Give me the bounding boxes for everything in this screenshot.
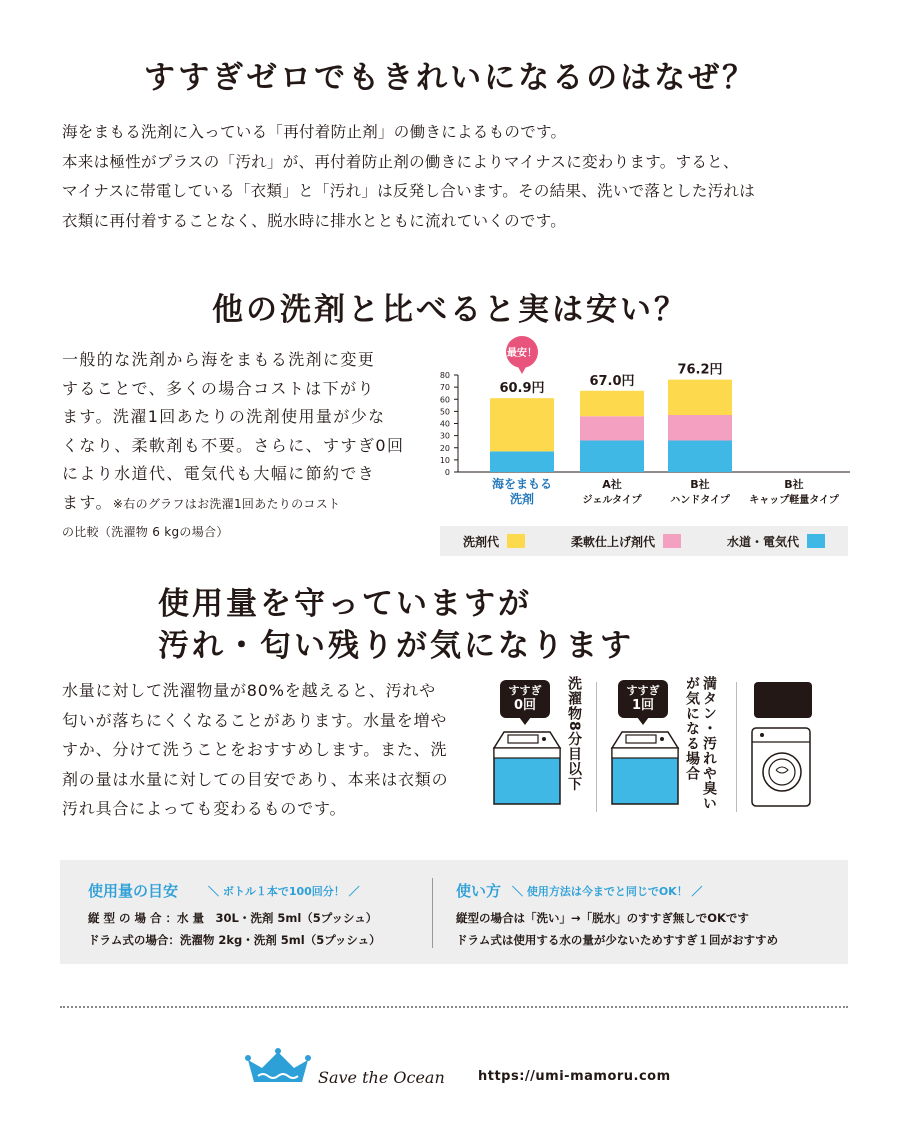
blank-dark-badge (754, 682, 812, 718)
label-80-percent: 洗濯物8分目以下 (566, 676, 582, 792)
y-tick-label: 10 (439, 455, 450, 465)
legend-label: 水道・電気代 (726, 534, 799, 549)
section2-line: くなり、柔軟剤も不要。さらに、すすぎ0回 (62, 435, 405, 455)
logo-text: Save the Ocean (318, 1068, 445, 1087)
how-to-use-title: 使い方 (456, 882, 502, 900)
usage-info-panel (60, 860, 848, 964)
usage-guide-title: 使用量の目安 (88, 882, 179, 900)
cheapest-callout-pointer (517, 365, 527, 374)
section3-title-line1: 使用量を守っていますが (158, 586, 532, 622)
section3-line: 剤の量は水量に対しての目安であり、本来は衣類の (62, 769, 449, 789)
y-tick-label: 0 (444, 468, 450, 477)
legend-swatch-pink (663, 534, 681, 548)
section2-line (62, 489, 404, 519)
y-tick-label: 30 (439, 431, 450, 441)
usage-guide-line: ドラム式の場合：洗濯物 2kg・洗剤 5ml（5プッシュ） (88, 933, 381, 947)
bar-segment (490, 398, 554, 451)
section1-line: マイナスに帯電している「衣類」と「汚れ」は反発し合います。その結果、洗いで落とした汚れは (62, 182, 756, 200)
y-tick-label: 40 (439, 419, 450, 429)
y-tick-label: 80 (439, 371, 450, 380)
section3-body (62, 676, 448, 824)
badge-top: すすぎ (626, 684, 660, 697)
section2-line: により水道代、電気代も大幅に節約でき (62, 464, 376, 483)
x-category-label: ジェルタイプ (582, 495, 642, 506)
bar-total-label: 76.2円 (677, 362, 723, 378)
section1-line: 本来は極性がプラスの「汚れ」が、再付着防止剤の働きによりマイナスに変わります。すると、 (62, 152, 739, 171)
x-category-label: キャップ軽量タイプ (749, 495, 839, 506)
bar-segment (668, 440, 732, 472)
section2-body (62, 346, 404, 547)
graph-note-line2: の比較（洗濯物 6 kgの場合） (62, 525, 229, 539)
section2-title: 他の洗剤と比べると実は安い？ (212, 292, 688, 328)
divider (736, 682, 737, 812)
y-tick-label: 50 (439, 407, 450, 417)
top-load-washer-icon (606, 726, 684, 808)
x-category-label: A社 (602, 478, 622, 491)
section2-line-last: ます。 (62, 492, 113, 512)
legend-item-softener (571, 533, 681, 550)
section2-line: 一般的な洗剤から海をまもる洗剤に変更 (62, 350, 376, 369)
y-tick-label: 70 (439, 383, 450, 393)
bar-total-label: 60.9円 (499, 381, 545, 397)
x-category-label: 洗剤 (509, 492, 535, 506)
x-category-label: B社 (784, 478, 804, 491)
section3-title-line2: 汚れ・匂い残りが気になります (158, 628, 634, 664)
drum-washer-icon (748, 724, 816, 810)
section3-line: すか、分けて洗うことをおすすめします。また、洗 (62, 740, 448, 759)
bar-segment (668, 380, 732, 415)
section3-line: 水量に対して洗濯物量が80%を越えると、汚れや (62, 681, 436, 700)
usage-guide-note: ＼ ボトル１本で100回分！ ／ (208, 885, 360, 898)
badge-top: すすぎ (508, 684, 542, 697)
bar-segment (490, 451, 554, 472)
section1-body (62, 118, 755, 236)
x-category-label: ハンドタイプ (670, 495, 730, 506)
legend-swatch-blue (807, 534, 825, 548)
how-to-use-line: ドラム式は使用する水の量が少ないためすすぎ１回がおすすめ (456, 933, 779, 947)
label-full-load-line1: 満タン・汚れや臭い (701, 676, 717, 811)
bar-segment (668, 415, 732, 440)
section3-line: 汚れ具合によっても変わるものです。 (62, 799, 347, 818)
section1-line: 海をまもる洗剤に入っている「再付着防止剤」の働きによるものです。 (62, 123, 567, 141)
divider (596, 682, 597, 812)
graph-note: ※右のグラフはお洗濯1回あたりのコスト (112, 496, 341, 511)
x-category-label: B社 (690, 478, 710, 491)
cost-chart-svg (430, 330, 860, 530)
badge-bottom: 0回 (513, 698, 537, 713)
usage-guide-line: 縦 型 の 場 合 ：水 量 30L・洗剤 5ml（5プッシュ） (88, 911, 378, 925)
legend-item-detergent (463, 533, 525, 550)
section2-line: することで、多くの場合コストは下がり (62, 378, 375, 398)
legend-label: 洗剤代 (462, 534, 499, 549)
section2-line: ます。洗濯1回あたりの洗剤使用量が少な (62, 407, 386, 426)
legend-swatch-yellow (507, 534, 525, 548)
bar-segment (580, 416, 644, 440)
how-to-use-line: 縦型の場合は「洗い」→「脱水」のすすぎ無しでOKです (456, 911, 749, 925)
rinse-zero-badge (500, 680, 550, 718)
crown-logo-icon (244, 1046, 312, 1086)
legend-label: 柔軟仕上げ剤代 (570, 534, 655, 549)
bar-segment (580, 391, 644, 416)
label-full-load-line2: が気になる場合 (684, 676, 700, 781)
cost-chart (430, 330, 860, 530)
bar-total-label: 67.0円 (589, 373, 635, 389)
dotted-divider (60, 1006, 848, 1008)
chart-legend (440, 526, 848, 556)
top-load-washer-icon (488, 726, 566, 808)
rinse-one-badge (618, 680, 668, 718)
how-to-use-note: ＼ 使用方法は今までと同じでOK！ ／ (512, 885, 703, 898)
y-tick-label: 60 (439, 395, 450, 405)
badge-bottom: 1回 (631, 698, 655, 713)
section3-line: 匂いが落ちにくくなることがあります。水量を増や (62, 710, 448, 730)
info-divider (432, 878, 433, 948)
section1-title: すすぎゼロでもきれいになるのはなぜ？ (143, 60, 757, 96)
cheapest-callout-label: 最安！ (507, 348, 537, 359)
bar-segment (580, 440, 644, 472)
x-category-label: 海をまもる (491, 477, 553, 491)
website-url[interactable]: https://umi-mamoru.com (478, 1069, 671, 1084)
section1-line: 衣類に再付着することなく、脱水時に排水とともに流れていくのです。 (62, 211, 567, 230)
legend-item-utilities (727, 533, 825, 550)
y-tick-label: 20 (439, 443, 450, 453)
